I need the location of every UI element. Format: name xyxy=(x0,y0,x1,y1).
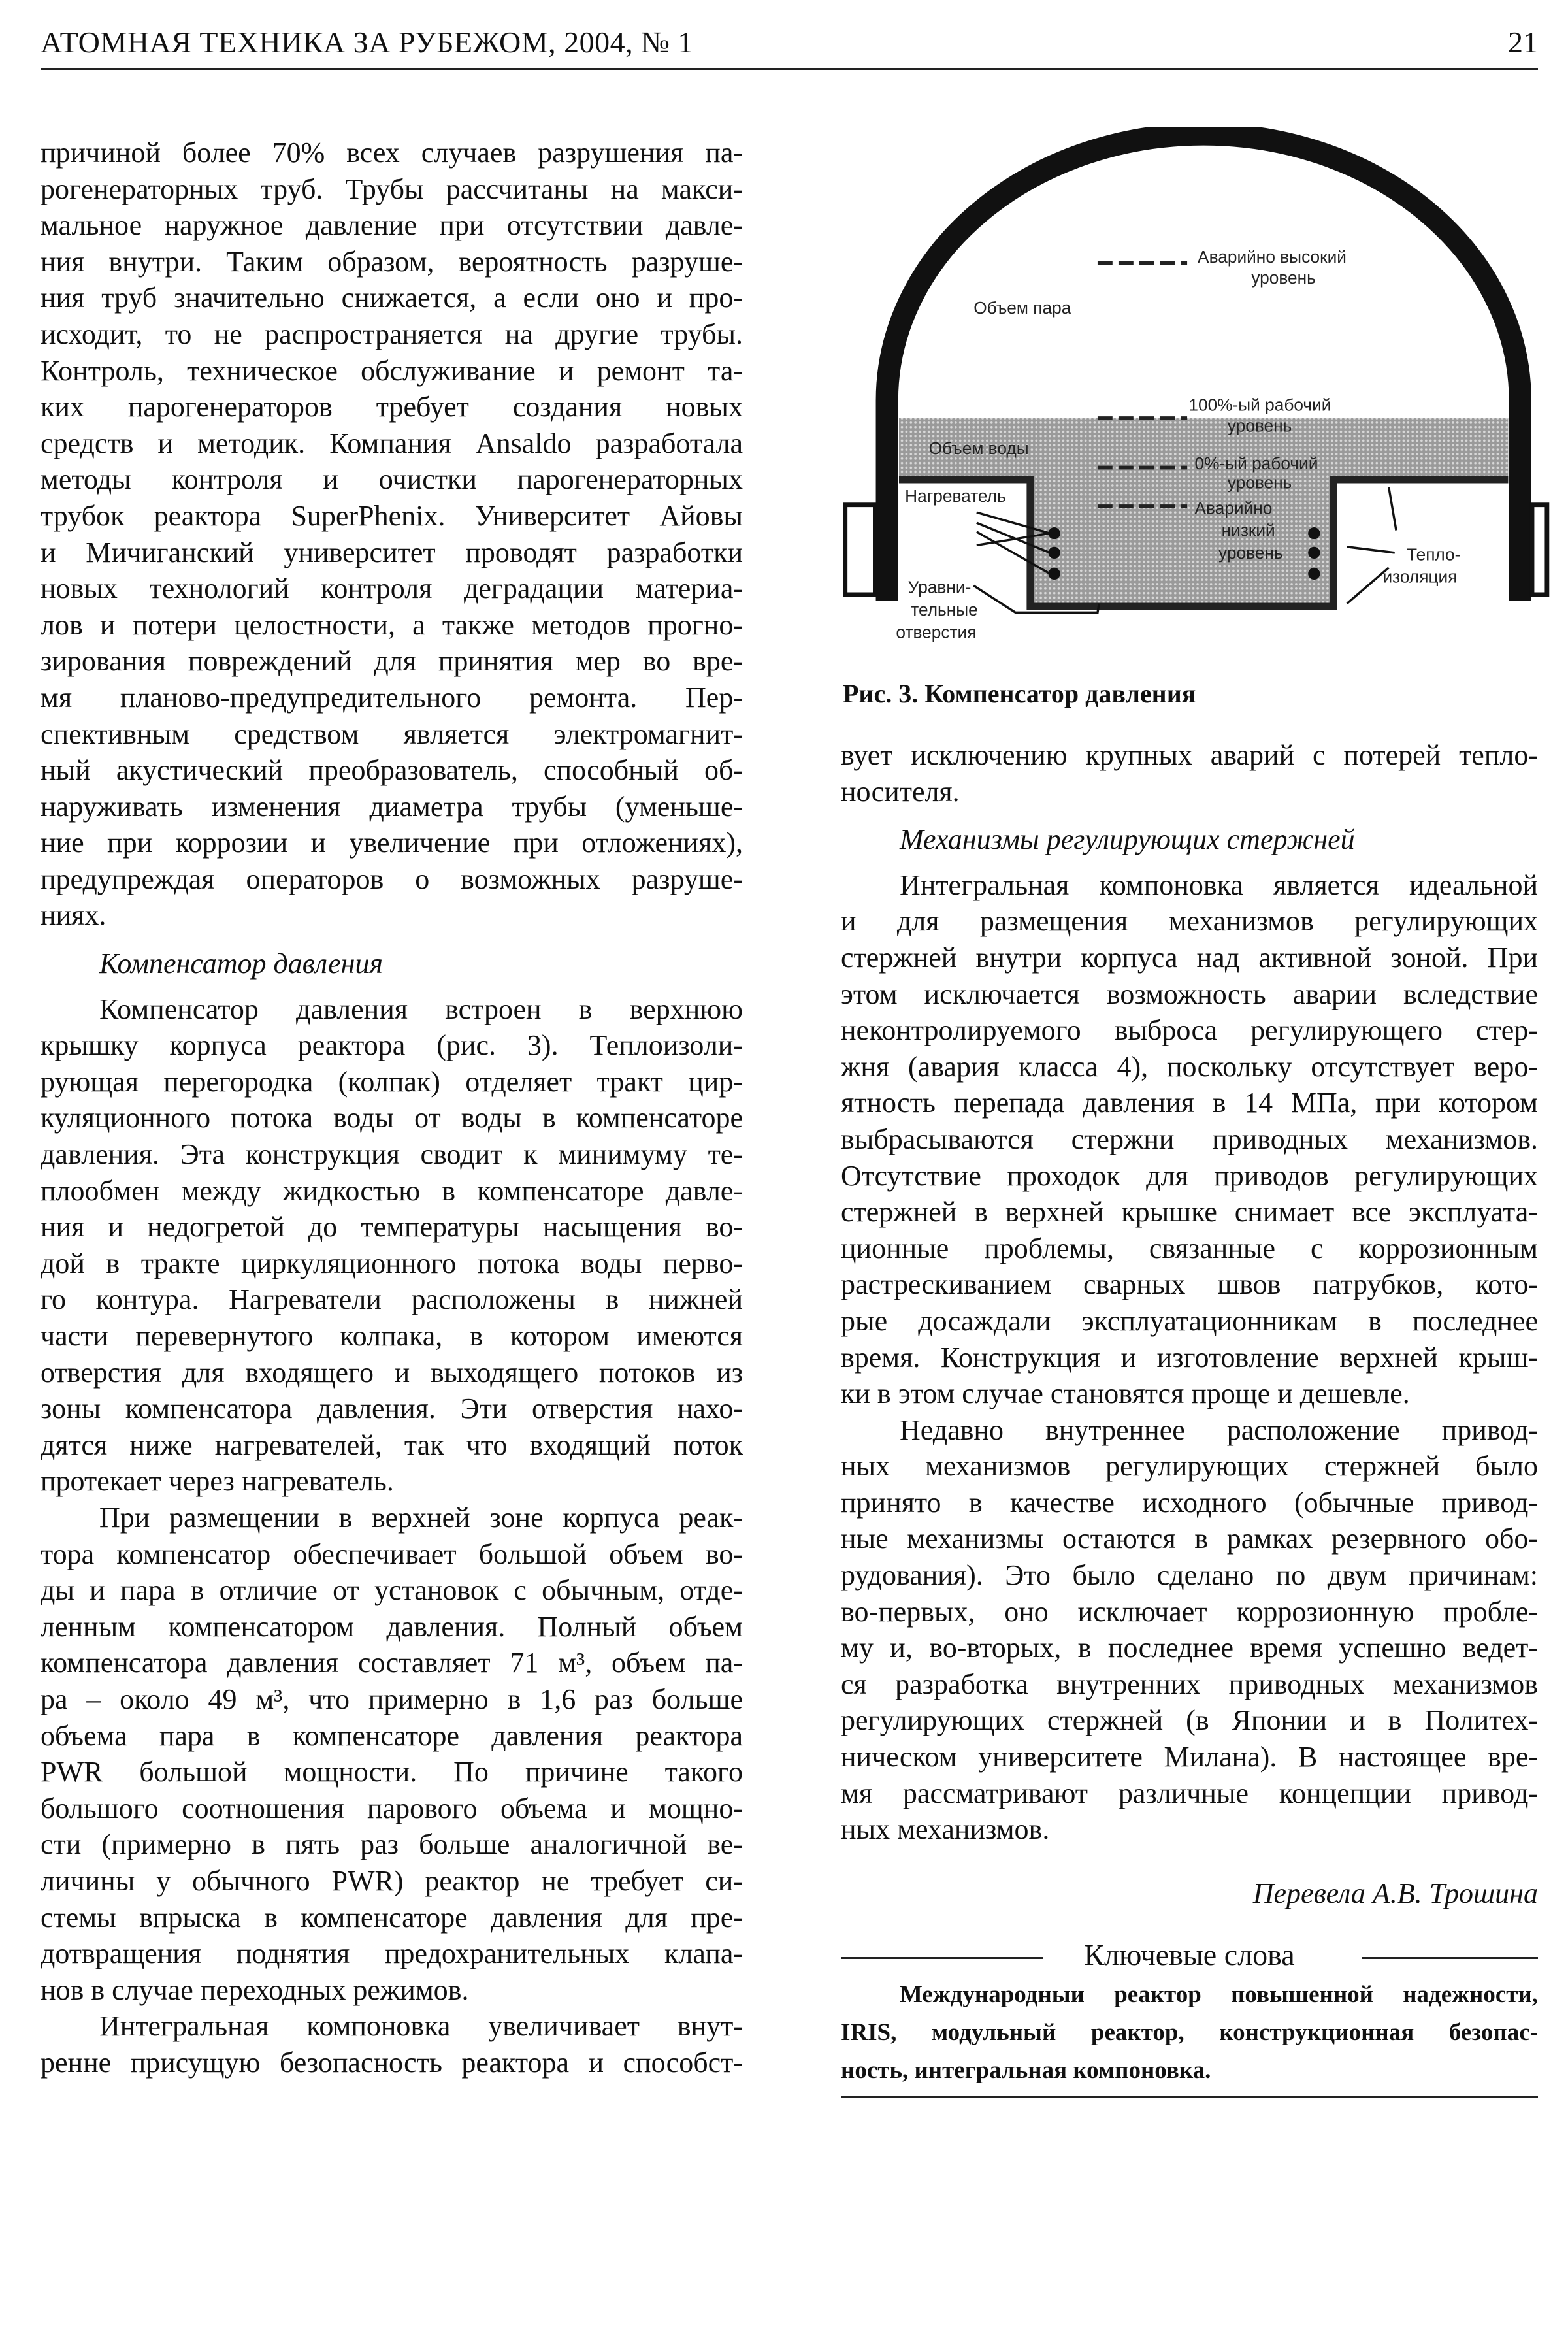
paragraph xyxy=(841,1412,1538,1848)
text-line: спективным средством является электромагнит- xyxy=(41,717,743,750)
pressurizer-figure xyxy=(836,127,1553,657)
translator-credit: Перевела А.В. Трошина xyxy=(1252,1877,1538,1909)
text-line: ных механизмов регулирующих стержней было xyxy=(841,1450,1538,1483)
text-line: ренне присущую безопасность реактора и способст- xyxy=(41,2046,743,2079)
figure-caption: Рис. 3. Компенсатор давления xyxy=(843,679,1196,708)
text-line: причиной более 70% всех случаев разрушения па- xyxy=(41,137,743,169)
text-line: давления. Эта конструкция сводит к минимуму те- xyxy=(41,1138,743,1171)
text-line: ки в этом случае становятся проще и дешевле. xyxy=(841,1377,1410,1410)
label-0-level-2: уровень xyxy=(1227,472,1292,493)
text-line: зирования повреждений для принятия мер во вре- xyxy=(41,645,743,678)
text-line: мя рассматривают различные концепции привод- xyxy=(841,1777,1538,1809)
text-line: Интегральная компоновка является идеальной xyxy=(900,868,1538,901)
text-line: крышку корпуса реактора (рис. 3). Теплоизоли- xyxy=(41,1029,743,1062)
text-line: дой в тракте циркуляционного потока воды перво- xyxy=(41,1247,743,1279)
paragraph xyxy=(41,1500,743,2008)
text-line: плообмен между жидкостью в компенсаторе давле- xyxy=(41,1174,743,1207)
text-line: ние при коррозии и увеличение при отложениях), xyxy=(41,827,743,859)
text-line: му и, во-вторых, в последнее время успешно ведет- xyxy=(841,1632,1538,1664)
text-line: стержней внутри корпуса над активной зоной. При xyxy=(841,941,1538,974)
text-line: сти (примерно в пять раз больше аналогичной ве- xyxy=(41,1828,743,1861)
label-low-level-3: уровень xyxy=(1218,543,1283,563)
text-line: время. Конструкция и изготовление верхней крыш- xyxy=(841,1341,1538,1374)
label-holes-2: тельные xyxy=(911,599,978,619)
text-line: методы контроля и очистки парогенераторных xyxy=(41,463,743,496)
text-line: растрескиванием сварных швов патрубков, кото- xyxy=(841,1268,1538,1301)
text-line: Отсутствие проходок для приводов регулирующих xyxy=(841,1159,1538,1192)
text-line: большого соотношения парового объема и мощно- xyxy=(41,1792,743,1824)
text-line: дятся ниже нагревателей, так что входящий поток xyxy=(41,1428,743,1461)
keyword-line: ность, интегральная компоновка. xyxy=(841,2057,1211,2084)
text-line: мальное наружное давление при отсутствии давле- xyxy=(41,209,743,242)
left-flange xyxy=(845,505,875,595)
text-line: жня (авария класса 4), поскольку отсутствует веро- xyxy=(841,1050,1538,1083)
keyword-line: Международныи реактор повышенной надежности, xyxy=(900,1981,1538,2008)
text-line: принято в качестве исходного (обычные привод- xyxy=(841,1486,1538,1519)
text-line: ные механизмы остаются в рамках резервного обо- xyxy=(841,1523,1538,1555)
text-line: средств и методик. Компания Ansaldo разработала xyxy=(41,427,743,459)
text-line: трубок реактора SuperPhenix. Университет Айовы xyxy=(41,499,743,532)
text-line: стержней в верхней крышке снимает все эксплуата- xyxy=(841,1196,1538,1228)
text-line: тора компенсатор обеспечивает большой объем во- xyxy=(41,1538,743,1570)
section-heading: Компенсатор давления xyxy=(99,947,383,980)
text-line: ния внутри. Таким образом, вероятность разруше- xyxy=(41,245,743,278)
paragraph xyxy=(841,867,1538,1412)
text-line: куляционного потока воды от воды в компенсаторе xyxy=(41,1102,743,1134)
label-0-level: 0%-ый рабочий xyxy=(1194,453,1318,473)
text-line: стемы впрыска в компенсаторе давления для пре- xyxy=(41,1901,743,1934)
text-line: отверстия для входящего и выходящего потоков из xyxy=(41,1356,743,1389)
bottom-rule xyxy=(841,2096,1538,2098)
label-steam-volume: Объем пара xyxy=(973,297,1071,318)
text-line: Интегральная компоновка увеличивает внут- xyxy=(99,2010,743,2043)
text-line: рующая перегородка (колпак) отделяет тракт цир- xyxy=(41,1065,743,1098)
label-heater: Нагреватель xyxy=(905,486,1006,506)
text-line: носителя. xyxy=(841,775,960,808)
text-line: рогенераторных труб. Трубы рассчитаны на макси- xyxy=(41,173,743,205)
label-holes-3: отверстия xyxy=(896,622,977,642)
divider xyxy=(841,1957,1043,1959)
keyword-line: IRIS, модульный реактор, конструкционная безопас- xyxy=(841,2019,1538,2046)
text-line: ленным компенсатором давления. Полный объем xyxy=(41,1610,743,1643)
text-line: новых технологий контроля деградации материа- xyxy=(41,572,743,605)
paragraph xyxy=(41,991,743,1500)
label-holes: Уравни- xyxy=(907,577,972,597)
journal-title: АТОМНАЯ ТЕХНИКА ЗА РУБЕЖОМ, 2004, № 1 xyxy=(41,25,694,59)
right-column xyxy=(841,737,1538,1848)
label-low-level-2: низкий xyxy=(1221,520,1275,540)
text-line: исходит, то не распространяется на другие трубы. xyxy=(41,318,743,350)
text-line: Недавно внутреннее расположение привод- xyxy=(900,1413,1538,1446)
text-line: ническом университете Милана). В настоящее вре- xyxy=(841,1741,1538,1773)
text-line: и для размещения механизмов регулирующих xyxy=(841,905,1538,938)
text-line: Компенсатор давления встроен в верхнюю xyxy=(99,993,743,1025)
text-line: части перевернутого колпака, в котором имеются xyxy=(41,1320,743,1352)
label-insulation: Тепло- xyxy=(1407,544,1461,565)
text-line: ционные проблемы, связанные с коррозионным xyxy=(841,1232,1538,1264)
paragraph xyxy=(841,737,1538,810)
text-line: ный акустический преобразователь, способный об- xyxy=(41,754,743,787)
text-line: наруживать изменения диаметра трубы (уменьше- xyxy=(41,790,743,823)
section-heading: Механизмы регулирующих стержней xyxy=(900,823,1355,856)
text-line: объема пара в компенсаторе давления реактора xyxy=(41,1719,743,1752)
text-line: ния и недогретой до температуры насыщения во- xyxy=(41,1211,743,1243)
text-line: ния труб значительно снижается, а если оно и про- xyxy=(41,282,743,314)
divider xyxy=(1362,1957,1538,1959)
keywords-list xyxy=(841,1976,1538,2090)
text-line: го контура. Нагреватели расположены в нижней xyxy=(41,1283,743,1316)
text-line: ды и пара в отличие от установок с обычным, отде- xyxy=(41,1574,743,1607)
keywords-heading xyxy=(841,1937,1538,1974)
label-100-level-2: уровень xyxy=(1227,416,1292,436)
text-line: вует исключению крупных аварий с потерей тепло- xyxy=(841,739,1538,771)
text-line: предупреждая операторов о возможных разруше- xyxy=(41,863,743,895)
text-line: ких парогенераторов требует создания новых xyxy=(41,391,743,423)
text-line: ятность перепада давления в 14 МПа, при котором xyxy=(841,1087,1538,1119)
text-line: рудования). Это было сделано по двум причинам: xyxy=(841,1559,1538,1592)
label-100-level: 100%-ый рабочий xyxy=(1188,395,1331,415)
text-line: Контроль, техническое обслуживание и ремонт та- xyxy=(41,354,743,387)
text-line: этом исключается возможность аварии вследствие xyxy=(841,978,1538,1010)
text-line: неконтролируемого выброса регулирующего стер- xyxy=(841,1014,1538,1047)
text-line: рые досаждали эксплуатационникам в последнее xyxy=(841,1304,1538,1337)
text-line: мя планово-предупредительного ремонта. Пер- xyxy=(41,681,743,714)
text-line: При размещении в верхней зоне корпуса реак- xyxy=(99,1501,743,1534)
label-insulation-2: изоляция xyxy=(1382,567,1458,587)
text-line: ра – около 49 м³, что примерно в 1,6 раз больше xyxy=(41,1683,743,1715)
running-header xyxy=(41,25,1538,70)
text-line: дотвращения поднятия предохранительных клапа- xyxy=(41,1937,743,1970)
text-line: ных механизмов. xyxy=(841,1813,1050,1846)
paragraph xyxy=(41,135,743,934)
text-line: PWR большой мощности. По причине такого xyxy=(41,1756,743,1788)
paragraph xyxy=(41,2008,743,2081)
keywords-title: Ключевые слова xyxy=(1075,1938,1303,1971)
text-line: зоны компенсатора давления. Эти отверстия нахо- xyxy=(41,1392,743,1425)
left-column xyxy=(41,135,743,2081)
label-water-volume: Объем воды xyxy=(928,438,1029,458)
right-flange xyxy=(1532,505,1547,595)
text-line: нов в случае переходных режимов. xyxy=(41,1973,469,2006)
label-low-level: Аварийно xyxy=(1194,498,1273,518)
page-number: 21 xyxy=(1508,25,1538,59)
text-line: регулирующих стержней (в Японии и в Политех- xyxy=(841,1704,1538,1737)
text-line: ниях. xyxy=(41,899,106,932)
text-line: и Мичиганский университет проводят разработки xyxy=(41,536,743,568)
text-line: выбрасываются стержни приводных механизмов. xyxy=(841,1123,1538,1155)
label-high-level-2: уровень xyxy=(1251,268,1316,288)
text-line: компенсатора давления составляет 71 м³, объем па- xyxy=(41,1647,743,1679)
text-line: во-первых, оно исключает коррозионную пробле- xyxy=(841,1595,1538,1628)
text-line: ся разработка внутренних приводных механизмов xyxy=(841,1668,1538,1700)
text-line: лов и потери целостности, а также методов прогно- xyxy=(41,608,743,641)
text-line: протекает через нагреватель. xyxy=(41,1465,394,1498)
bell-interior-area xyxy=(1030,472,1333,606)
text-line: личины у обычного PWR) реактор не требует си- xyxy=(41,1864,743,1897)
label-high-level: Аварийно высокий xyxy=(1198,247,1347,267)
